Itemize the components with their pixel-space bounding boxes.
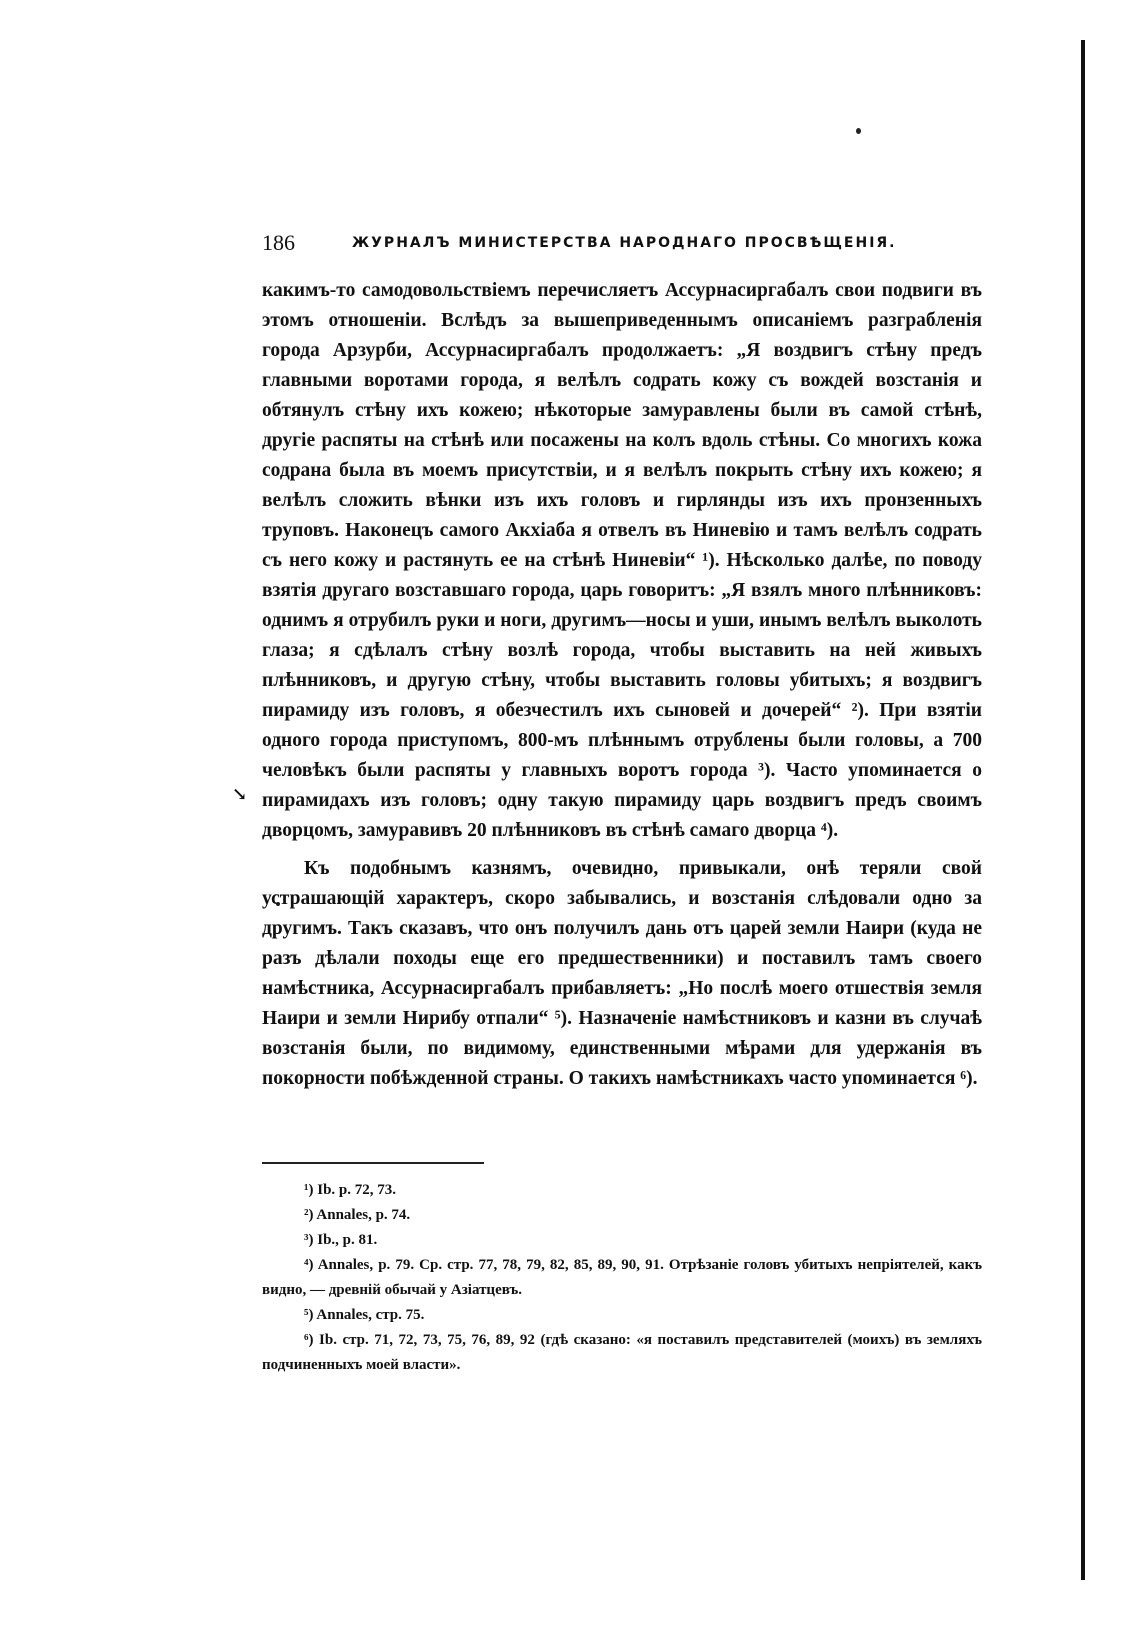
footnote: ⁵) Annales, стр. 75. — [304, 1307, 425, 1323]
footnote: ³) Ib., p. 81. — [304, 1232, 378, 1248]
page-number: 186 — [262, 230, 295, 255]
main-text — [262, 276, 982, 1094]
footnote-rule — [262, 1162, 484, 1164]
page-header — [262, 230, 922, 260]
footnote: ⁶) Ib. стр. 71, 72, 73, 75, 76, 89, 92 (гдѣ сказано: «я поставилъ представителей (моихъ) въ земляхъ подчиненныхъ моей власти». — [262, 1332, 982, 1373]
paragraph: Къ подобнымъ казнямъ, очевидно, привыкали, онѣ теряли свой устрашающій характеръ, скоро забывались, и возстанія слѣдовали одно за другимъ. Такъ сказавъ, что онъ получилъ дань отъ царей земли Наири (куда не разъ дѣлали походы еще его предшественники) и поставилъ тамъ своего намѣстника, Ассурнасиргабалъ прибавляетъ: „Но послѣ моего отшествія земля Наири и земли Нирибу отпали“ ⁵). Назначеніе намѣстниковъ и казни въ случаѣ возстанія были, по видимому, единственными мѣрами для удержанія въ покорности побѣжденной страны. О такихъ намѣстникахъ часто упоминается ⁶). — [262, 858, 982, 1089]
footnote: ²) Annales, p. 74. — [304, 1207, 411, 1223]
paragraph: какимъ-то самодовольствіемъ перечисляетъ Ассурнасиргабалъ свои подвиги въ этомъ отношеніи. Вслѣдъ за вышеприведеннымъ описаніемъ разграбленія города Арзурби, Ассурнасиргабалъ продолжаетъ: „Я воздвигъ стѣну предъ главными воротами города, я велѣлъ содрать кожу съ вождей возстанія и обтянулъ стѣну ихъ кожею; нѣкоторые замуравлены были въ самой стѣнѣ, другіе распяты на стѣнѣ или посажены на колъ вдоль стѣны. Со многихъ кожа содрана была въ моемъ присутствіи, и я велѣлъ покрыть стѣну ихъ кожею; я велѣлъ сложить вѣнки изъ ихъ головъ и гирлянды изъ ихъ пронзенныхъ труповъ. Наконецъ самого Акхіаба я отвелъ въ Ниневію и тамъ велѣлъ содрать съ него кожу и растянуть ее на стѣнѣ Ниневіи“ ¹). Нѣсколько далѣе, по поводу взятія другаго возставшаго города, царь говоритъ: „Я взялъ много плѣнниковъ: однимъ я отрубилъ руки и ноги, другимъ—носы и уши, инымъ велѣлъ выколоть глаза; я сдѣлалъ стѣну возлѣ города, чтобы выставить на ней живыхъ плѣнниковъ, и другую стѣну, чтобы выставить головы убитыхъ; я воздвигъ пирамиду изъ головъ, я обезчестилъ ихъ сыновей и дочерей“ ²). При взятіи одного города приступомъ, 800-мъ плѣннымъ отрублены были головы, а 700 человѣкъ были распяты у главныхъ воротъ города ³). Часто упоминается о пирамидахъ изъ головъ; одну такую пирамиду царь воздвигъ предъ своимъ дворцомъ, замуравивъ 20 плѣнниковъ въ стѣнѣ самаго дворца ⁴). — [262, 280, 982, 841]
footnotes — [262, 1178, 982, 1378]
running-title: ЖУРНАЛЪ МИНИСТЕРСТВА НАРОДНАГО ПРОСВѢЩЕНІЯ. — [352, 235, 897, 251]
speck — [856, 128, 861, 134]
margin-mark: ↘ — [232, 784, 248, 805]
footnote: ¹) Ib. p. 72, 73. — [304, 1182, 397, 1198]
page-edge-line — [1081, 40, 1085, 1580]
footnote: ⁴) Annales, p. 79. Ср. стр. 77, 78, 79, 82, 85, 89, 90, 91. Отрѣзаніе головъ убитыхъ непріятелей, какъ видно, — древній обычай у Азіатцевъ. — [262, 1257, 982, 1298]
